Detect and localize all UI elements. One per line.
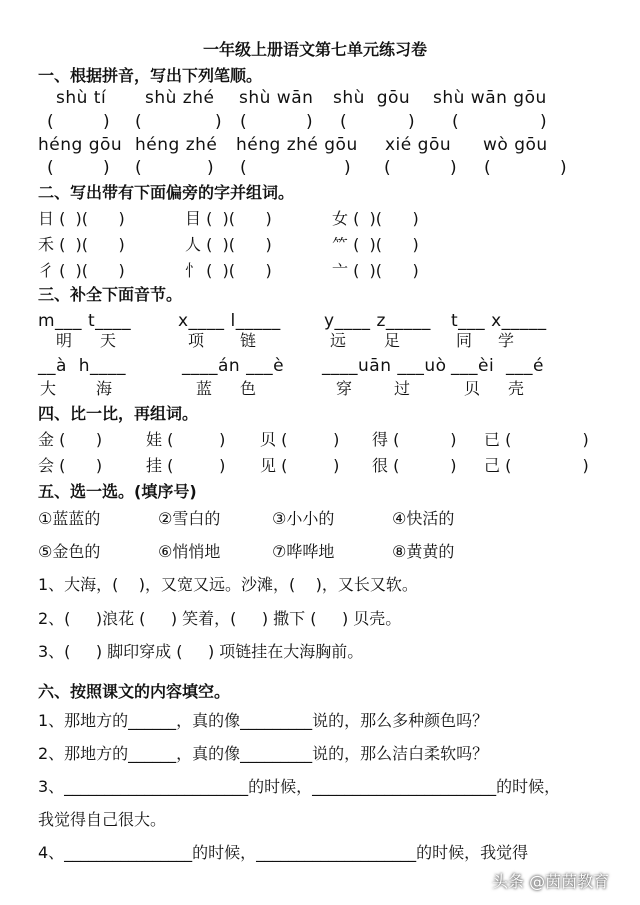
paren: ) (103, 158, 110, 178)
hanzi: 足 (384, 331, 401, 350)
paren: ( (135, 158, 142, 178)
paren: ) (103, 112, 110, 132)
compare-item: 会 ( ) (38, 456, 103, 475)
option-item: ③小小的 (272, 509, 335, 528)
section-1-heading: 一、根据拼音，写出下列笔顺。 (38, 66, 263, 85)
compare-item: 已 ( ) (484, 430, 589, 449)
compare-item: 贝 ( ) (260, 430, 340, 449)
syllable-blank: ___èi ___é (451, 356, 544, 376)
paren: ) (450, 158, 457, 178)
hanzi: 远 (330, 331, 347, 350)
hanzi: 过 (394, 379, 411, 398)
compare-item: 金 ( ) (38, 430, 103, 449)
paren: ) (408, 112, 415, 132)
radical-row-item: 日 ( )( ) (38, 209, 125, 228)
pinyin: xié gōu (385, 135, 452, 155)
option-item: ⑧黄黄的 (392, 542, 455, 561)
option-item: ⑥悄悄地 (158, 542, 221, 561)
hanzi: 项 (188, 331, 205, 350)
question: 我觉得自己很大。 (38, 810, 167, 829)
option-item: ⑦哗哗地 (272, 542, 335, 561)
hanzi: 色 (240, 379, 257, 398)
page-title: 一年级上册语文第七单元练习卷 (203, 40, 428, 59)
hanzi: 海 (96, 379, 113, 398)
question: 2、那地方的______，真的像_________说的，那么洁白柔软吗？ (38, 744, 489, 763)
radical-row-item: 忄 ( )( ) (185, 261, 272, 280)
question: 3、( ) 脚印穿成 ( ) 项链挂在大海胸前。 (38, 642, 364, 661)
paren: ( (484, 158, 491, 178)
radical-row-item: 禾 ( )( ) (38, 235, 125, 254)
radical-row-item: ⺮ ( )( ) (332, 235, 419, 254)
section-3-heading: 三、补全下面音节。 (38, 285, 183, 304)
pinyin: shù zhé (145, 88, 215, 108)
watermark: 头条 @茵茵教育 (492, 872, 610, 891)
hanzi: 链 (240, 331, 257, 350)
pinyin: shù wān gōu (433, 88, 547, 108)
section-4-heading: 四、比一比，再组词。 (38, 404, 199, 423)
paren: ( (47, 158, 54, 178)
paren: ) (540, 112, 547, 132)
paren: ( (135, 112, 142, 132)
question: 4、________________的时候，____________________的时候，我觉得 (38, 843, 529, 862)
syllable-blank: x____ l_____ (178, 311, 281, 331)
paren: ( (452, 112, 459, 132)
paren: ( (240, 158, 247, 178)
paren: ) (560, 158, 567, 178)
paren: ) (215, 112, 222, 132)
hanzi: 大 (40, 379, 57, 398)
paren: ( (340, 112, 347, 132)
radical-row-item: 亠 ( )( ) (332, 261, 419, 280)
paren: ) (344, 158, 351, 178)
compare-item: 见 ( ) (260, 456, 340, 475)
pinyin: shù wān (239, 88, 314, 108)
syllable-blank: __à h____ (38, 356, 126, 376)
pinyin: wò gōu (483, 135, 548, 155)
radical-row-item: 彳 ( )( ) (38, 261, 125, 280)
option-item: ⑤金色的 (38, 542, 101, 561)
radical-row-item: 人 ( )( ) (185, 235, 272, 254)
pinyin: shù gōu (333, 88, 411, 108)
paren: ) (207, 158, 214, 178)
syllable-blank: ____án ___è (182, 356, 285, 376)
syllable-blank: m___ t____ (38, 311, 132, 331)
syllable-blank: y____ z_____ (324, 311, 431, 331)
compare-item: 得 ( ) (372, 430, 457, 449)
compare-item: 很 ( ) (372, 456, 457, 475)
question: 2、( )浪花 ( ) 笑着，( ) 撒下 ( ) 贝壳。 (38, 609, 402, 628)
hanzi: 学 (498, 331, 515, 350)
hanzi: 明 (56, 331, 73, 350)
paren: ( (384, 158, 391, 178)
option-item: ④快活的 (392, 509, 455, 528)
hanzi: 天 (100, 331, 117, 350)
paren: ( (240, 112, 247, 132)
hanzi: 贝 (464, 379, 481, 398)
pinyin: héng gōu (38, 135, 123, 155)
hanzi: 同 (456, 331, 473, 350)
hanzi: 壳 (508, 379, 525, 398)
question: 3、_______________________的时候，_______________________的时候， (38, 777, 561, 796)
hanzi: 蓝 (196, 379, 213, 398)
hanzi: 穿 (336, 379, 353, 398)
radical-row-item: 女 ( )( ) (332, 209, 419, 228)
compare-item: 娃 ( ) (146, 430, 226, 449)
compare-item: 己 ( ) (484, 456, 589, 475)
option-item: ①蓝蓝的 (38, 509, 101, 528)
section-5-heading: 五、选一选。(填序号) (38, 482, 197, 501)
compare-item: 挂 ( ) (146, 456, 226, 475)
paren: ) (306, 112, 313, 132)
pinyin: héng zhé gōu (236, 135, 358, 155)
syllable-blank: t___ x_____ (451, 311, 547, 331)
syllable-blank: ____uān ___uò (322, 356, 447, 376)
section-2-heading: 二、写出带有下面偏旁的字并组词。 (38, 183, 295, 202)
option-item: ②雪白的 (158, 509, 221, 528)
section-6-heading: 六、按照课文的内容填空。 (38, 682, 231, 701)
question: 1、大海，( )，又宽又远。沙滩，( )，又长又软。 (38, 575, 418, 594)
pinyin: héng zhé (135, 135, 218, 155)
question: 1、那地方的______，真的像_________说的，那么多种颜色吗？ (38, 711, 489, 730)
paren: ( (47, 112, 54, 132)
pinyin: shù tí (56, 88, 107, 108)
radical-row-item: 目 ( )( ) (185, 209, 272, 228)
